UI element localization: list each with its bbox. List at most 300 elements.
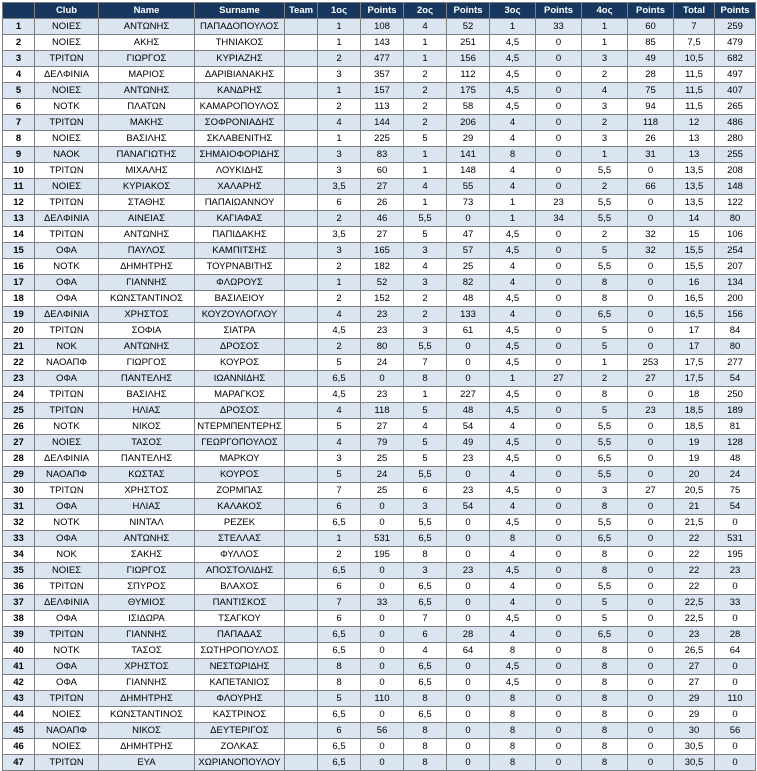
table-cell: ΤΟΥΡΝΑΒΙΤΗΣ: [195, 259, 285, 275]
table-cell: [285, 515, 318, 531]
table-cell: ΤΣΑΓΚΟΥ: [195, 611, 285, 627]
table-cell: ΚΑΜΑΡΟΠΟΥΛΟΣ: [195, 99, 285, 115]
table-cell: ΝΙΚΟΣ: [99, 723, 195, 739]
table-cell: 4,5: [490, 451, 536, 467]
table-cell: 8: [582, 291, 628, 307]
table-cell: 0: [628, 467, 674, 483]
table-cell: 8: [582, 387, 628, 403]
table-cell: 0: [447, 707, 490, 723]
table-cell: 8: [318, 659, 361, 675]
table-cell: 8: [582, 723, 628, 739]
table-cell: 407: [715, 83, 756, 99]
table-cell: ΝΟΙΕΣ: [35, 563, 99, 579]
table-cell: 11,5: [674, 83, 715, 99]
table-cell: ΑΙΝΕΙΑΣ: [99, 211, 195, 227]
table-cell: 12: [674, 115, 715, 131]
table-row: [3, 467, 756, 483]
rank-cell: 38: [3, 611, 35, 627]
table-cell: 5,5: [582, 419, 628, 435]
table-cell: 0: [361, 755, 404, 771]
table-cell: 21: [674, 499, 715, 515]
table-cell: 2: [404, 67, 447, 83]
table-cell: 23: [628, 403, 674, 419]
table-cell: 6,5: [582, 627, 628, 643]
table-cell: 75: [715, 483, 756, 499]
table-cell: 6,5: [318, 563, 361, 579]
table-cell: 253: [628, 355, 674, 371]
table-cell: 118: [361, 403, 404, 419]
table-cell: ΤΡΙΤΩΝ: [35, 691, 99, 707]
rank-cell: 13: [3, 211, 35, 227]
table-cell: 47: [447, 227, 490, 243]
table-cell: 0: [536, 67, 582, 83]
rank-cell: 29: [3, 467, 35, 483]
table-cell: 2: [582, 227, 628, 243]
table-cell: ΤΡΙΤΩΝ: [35, 387, 99, 403]
table-cell: ΝΑΟΚ: [35, 147, 99, 163]
table-cell: 80: [361, 339, 404, 355]
table-cell: 2: [318, 211, 361, 227]
table-cell: 80: [715, 339, 756, 355]
table-cell: 0: [447, 371, 490, 387]
table-cell: ΟΦΑ: [35, 611, 99, 627]
table-cell: 28: [628, 67, 674, 83]
table-cell: ΑΝΤΩΝΗΣ: [99, 83, 195, 99]
table-cell: 16,5: [674, 291, 715, 307]
table-cell: 0: [536, 595, 582, 611]
table-cell: [285, 67, 318, 83]
table-cell: 1: [490, 211, 536, 227]
table-cell: 0: [536, 627, 582, 643]
table-cell: 3: [582, 51, 628, 67]
table-cell: ΠΑΠΙΔΑΚΗΣ: [195, 227, 285, 243]
table-cell: 28: [447, 627, 490, 643]
table-cell: 6,5: [404, 707, 447, 723]
table-cell: 0: [628, 291, 674, 307]
table-cell: 156: [715, 307, 756, 323]
table-cell: [285, 659, 318, 675]
table-cell: ΝΙΚΟΣ: [99, 419, 195, 435]
table-cell: 6,5: [318, 643, 361, 659]
table-cell: 0: [447, 211, 490, 227]
table-cell: 207: [715, 259, 756, 275]
table-cell: ΝΙΝΤΑΛ: [99, 515, 195, 531]
rank-cell: 20: [3, 323, 35, 339]
table-cell: 4,5: [318, 387, 361, 403]
table-cell: 1: [404, 195, 447, 211]
table-cell: ΑΝΤΩΝΗΣ: [99, 531, 195, 547]
table-cell: 27: [674, 675, 715, 691]
table-cell: 5: [582, 611, 628, 627]
table-cell: 6,5: [404, 675, 447, 691]
table-cell: 3: [318, 67, 361, 83]
table-cell: ΤΡΙΤΩΝ: [35, 403, 99, 419]
table-cell: 8: [582, 691, 628, 707]
table-cell: ΤΡΙΤΩΝ: [35, 483, 99, 499]
table-cell: 0: [715, 579, 756, 595]
table-cell: 23: [674, 627, 715, 643]
table-cell: ΦΥΛΛΟΣ: [195, 547, 285, 563]
table-cell: [285, 355, 318, 371]
table-cell: [285, 739, 318, 755]
table-cell: ΝΟΤΚ: [35, 99, 99, 115]
table-cell: 0: [715, 659, 756, 675]
table-cell: ΚΥΡΙΑΖΗΣ: [195, 51, 285, 67]
table-cell: 8: [490, 531, 536, 547]
table-cell: ΝΟΙΕΣ: [35, 179, 99, 195]
table-cell: 0: [628, 275, 674, 291]
table-cell: 0: [628, 515, 674, 531]
table-cell: ΤΡΙΤΩΝ: [35, 51, 99, 67]
table-cell: ΤΑΣΟΣ: [99, 435, 195, 451]
table-cell: 0: [447, 659, 490, 675]
table-cell: 79: [361, 435, 404, 451]
table-cell: [285, 451, 318, 467]
table-cell: 0: [447, 691, 490, 707]
table-cell: 30,5: [674, 739, 715, 755]
table-cell: 84: [715, 323, 756, 339]
table-cell: 0: [536, 755, 582, 771]
table-cell: 6,5: [404, 531, 447, 547]
table-cell: [285, 291, 318, 307]
table-cell: 0: [361, 515, 404, 531]
table-row: [3, 195, 756, 211]
table-cell: [285, 643, 318, 659]
table-cell: 6: [318, 611, 361, 627]
table-cell: 110: [715, 691, 756, 707]
table-cell: 27: [674, 659, 715, 675]
table-cell: 0: [536, 435, 582, 451]
table-cell: 8: [582, 643, 628, 659]
table-cell: 2: [318, 259, 361, 275]
table-cell: 1: [404, 163, 447, 179]
table-cell: 175: [447, 83, 490, 99]
table-cell: 26: [361, 195, 404, 211]
table-cell: 0: [715, 739, 756, 755]
table-cell: 0: [536, 483, 582, 499]
table-cell: ΔΕΛΦΙΝΙΑ: [35, 211, 99, 227]
table-cell: 134: [715, 275, 756, 291]
table-cell: 0: [536, 163, 582, 179]
rank-cell: 43: [3, 691, 35, 707]
table-cell: ΤΡΙΤΩΝ: [35, 627, 99, 643]
table-cell: 8: [404, 755, 447, 771]
table-cell: 195: [361, 547, 404, 563]
table-cell: 19: [674, 451, 715, 467]
table-cell: 26: [628, 131, 674, 147]
table-cell: 0: [536, 275, 582, 291]
table-cell: 4,5: [490, 51, 536, 67]
table-cell: 0: [628, 323, 674, 339]
table-cell: 357: [361, 67, 404, 83]
table-cell: 8: [404, 723, 447, 739]
table-cell: ΑΝΤΩΝΗΣ: [99, 227, 195, 243]
rank-cell: 37: [3, 595, 35, 611]
table-cell: 14: [674, 211, 715, 227]
table-row: [3, 611, 756, 627]
table-row: [3, 595, 756, 611]
table-cell: 118: [628, 115, 674, 131]
table-cell: ΝΑΟΑΠΦ: [35, 467, 99, 483]
table-cell: 4,5: [490, 227, 536, 243]
table-cell: 5: [582, 595, 628, 611]
table-cell: 4: [490, 163, 536, 179]
table-cell: 0: [361, 611, 404, 627]
table-cell: ΔΡΟΣΟΣ: [195, 403, 285, 419]
table-row: [3, 115, 756, 131]
table-cell: 3: [404, 563, 447, 579]
table-cell: 6,5: [318, 371, 361, 387]
table-cell: 4,5: [490, 291, 536, 307]
rank-cell: 27: [3, 435, 35, 451]
table-cell: 13,5: [674, 179, 715, 195]
table-cell: 3: [404, 323, 447, 339]
table-cell: 200: [715, 291, 756, 307]
table-cell: 55: [447, 179, 490, 195]
table-cell: ΚΑΠΕΤΑΝΙΟΣ: [195, 675, 285, 691]
table-cell: 61: [447, 323, 490, 339]
table-cell: 4: [490, 115, 536, 131]
rank-cell: 1: [3, 19, 35, 35]
table-cell: [285, 99, 318, 115]
column-header: Points: [628, 3, 674, 19]
table-cell: 5: [404, 451, 447, 467]
table-cell: 49: [628, 51, 674, 67]
table-cell: 0: [715, 675, 756, 691]
results-table: [2, 2, 756, 771]
table-cell: 182: [361, 259, 404, 275]
rank-cell: 6: [3, 99, 35, 115]
table-row: [3, 371, 756, 387]
table-cell: 73: [447, 195, 490, 211]
table-row: [3, 307, 756, 323]
table-cell: 1: [318, 531, 361, 547]
table-cell: ΔΗΜΗΤΡΗΣ: [99, 259, 195, 275]
table-cell: 83: [361, 147, 404, 163]
table-cell: 0: [628, 387, 674, 403]
table-cell: ΠΑΝΤΕΛΗΣ: [99, 371, 195, 387]
table-cell: 6,5: [582, 531, 628, 547]
table-cell: 8: [404, 739, 447, 755]
table-row: [3, 403, 756, 419]
table-cell: 13,5: [674, 163, 715, 179]
table-cell: ΜΙΧΑΛΗΣ: [99, 163, 195, 179]
table-cell: 8: [490, 755, 536, 771]
table-cell: ΚΑΣΤΡΙΝΟΣ: [195, 707, 285, 723]
table-cell: 33: [361, 595, 404, 611]
table-cell: ΠΑΝΑΓΙΩΤΗΣ: [99, 147, 195, 163]
table-cell: 1: [404, 51, 447, 67]
table-cell: 4,5: [318, 323, 361, 339]
table-cell: 22: [674, 531, 715, 547]
table-cell: 531: [715, 531, 756, 547]
table-cell: 5: [404, 403, 447, 419]
table-cell: [285, 259, 318, 275]
table-cell: 6,5: [404, 579, 447, 595]
rank-cell: 26: [3, 419, 35, 435]
table-cell: 15: [674, 227, 715, 243]
table-cell: ΤΗΝΙΑΚΟΣ: [195, 35, 285, 51]
table-cell: 11,5: [674, 67, 715, 83]
table-cell: 0: [536, 259, 582, 275]
table-cell: 7: [318, 595, 361, 611]
table-cell: 0: [536, 179, 582, 195]
table-cell: 254: [715, 243, 756, 259]
table-cell: 0: [447, 595, 490, 611]
rank-cell: 11: [3, 179, 35, 195]
table-cell: 27: [361, 227, 404, 243]
table-cell: ΣΑΚΗΣ: [99, 547, 195, 563]
table-cell: 0: [628, 339, 674, 355]
table-cell: ΧΡΗΣΤΟΣ: [99, 659, 195, 675]
table-cell: ΝΤΕΡΜΠΕΝΤΕΡΗΣ: [195, 419, 285, 435]
column-header: Points: [715, 3, 756, 19]
table-cell: 0: [447, 467, 490, 483]
table-cell: 0: [536, 467, 582, 483]
table-row: [3, 435, 756, 451]
table-cell: 0: [536, 499, 582, 515]
table-cell: 0: [628, 723, 674, 739]
table-cell: 23: [447, 563, 490, 579]
table-cell: 108: [361, 19, 404, 35]
table-row: [3, 739, 756, 755]
table-cell: 0: [447, 531, 490, 547]
table-cell: 682: [715, 51, 756, 67]
table-cell: ΦΛΟΥΡΗΣ: [195, 691, 285, 707]
table-cell: ΓΕΩΡΓΟΠΟΥΛΟΣ: [195, 435, 285, 451]
rank-cell: 35: [3, 563, 35, 579]
table-cell: ΑΠΟΣΤΟΛΙΔΗΣ: [195, 563, 285, 579]
table-cell: [285, 211, 318, 227]
table-cell: 17,5: [674, 355, 715, 371]
table-cell: 4: [490, 595, 536, 611]
table-row: [3, 179, 756, 195]
table-cell: 56: [361, 723, 404, 739]
table-cell: 0: [361, 659, 404, 675]
table-cell: 0: [536, 227, 582, 243]
table-cell: 56: [715, 723, 756, 739]
rank-cell: 31: [3, 499, 35, 515]
table-cell: 0: [536, 83, 582, 99]
table-cell: 2: [318, 547, 361, 563]
table-cell: 5,5: [582, 259, 628, 275]
table-cell: ΝΟΙΕΣ: [35, 83, 99, 99]
table-cell: ΙΣΙΔΩΡΑ: [99, 611, 195, 627]
table-cell: 165: [361, 243, 404, 259]
table-cell: ΝΟΤΚ: [35, 515, 99, 531]
table-cell: [285, 755, 318, 771]
table-cell: 4,5: [490, 515, 536, 531]
table-cell: 10,5: [674, 51, 715, 67]
table-cell: ΓΙΑΝΝΗΣ: [99, 627, 195, 643]
table-cell: 0: [536, 723, 582, 739]
column-header: Club: [35, 3, 99, 19]
table-cell: ΤΡΙΤΩΝ: [35, 227, 99, 243]
column-header: Team: [285, 3, 318, 19]
table-cell: ΝΕΣΤΩΡΙΔΗΣ: [195, 659, 285, 675]
table-cell: 4,5: [490, 323, 536, 339]
table-cell: 251: [447, 35, 490, 51]
table-cell: 75: [628, 83, 674, 99]
table-cell: 8: [490, 707, 536, 723]
table-cell: 4: [318, 435, 361, 451]
table-cell: 23: [361, 323, 404, 339]
table-cell: ΔΕΥΤΕΡΙΓΟΣ: [195, 723, 285, 739]
table-cell: 8: [582, 275, 628, 291]
table-cell: 11,5: [674, 99, 715, 115]
table-cell: ΝΟΙΕΣ: [35, 739, 99, 755]
table-cell: ΑΚΗΣ: [99, 35, 195, 51]
table-cell: 0: [628, 307, 674, 323]
table-row: [3, 355, 756, 371]
table-cell: 27: [628, 371, 674, 387]
table-cell: [285, 19, 318, 35]
table-cell: ΝΟΙΕΣ: [35, 131, 99, 147]
table-cell: 24: [361, 467, 404, 483]
table-cell: 227: [447, 387, 490, 403]
table-row: [3, 675, 756, 691]
table-cell: 0: [447, 755, 490, 771]
table-cell: 0: [536, 323, 582, 339]
table-cell: ΝΟΚ: [35, 547, 99, 563]
table-cell: 2: [582, 67, 628, 83]
table-cell: 8: [404, 371, 447, 387]
table-cell: ΝΟΤΚ: [35, 643, 99, 659]
table-cell: 5,5: [404, 467, 447, 483]
table-cell: 0: [628, 627, 674, 643]
table-cell: ΟΦΑ: [35, 659, 99, 675]
table-cell: 0: [628, 563, 674, 579]
table-cell: ΚΩΝΣΤΑΝΤΙΝΟΣ: [99, 291, 195, 307]
table-cell: 28: [715, 627, 756, 643]
table-cell: 2: [318, 291, 361, 307]
table-row: [3, 643, 756, 659]
table-cell: 16: [674, 275, 715, 291]
table-row: [3, 147, 756, 163]
table-cell: 21,5: [674, 515, 715, 531]
table-cell: 54: [715, 499, 756, 515]
table-cell: 20,5: [674, 483, 715, 499]
table-cell: 17,5: [674, 371, 715, 387]
table-row: [3, 35, 756, 51]
table-cell: [285, 611, 318, 627]
table-cell: 4,5: [490, 35, 536, 51]
table-cell: 5: [404, 435, 447, 451]
rank-cell: 42: [3, 675, 35, 691]
table-cell: 4: [490, 275, 536, 291]
table-cell: 8: [582, 707, 628, 723]
table-cell: 23: [536, 195, 582, 211]
table-cell: 208: [715, 163, 756, 179]
table-cell: [285, 627, 318, 643]
column-header: Points: [447, 3, 490, 19]
table-cell: 2: [404, 307, 447, 323]
table-cell: 5: [582, 243, 628, 259]
table-cell: ΤΡΙΤΩΝ: [35, 195, 99, 211]
table-cell: 7: [404, 355, 447, 371]
table-cell: ΟΦΑ: [35, 675, 99, 691]
table-cell: ΔΗΜΗΤΡΗΣ: [99, 691, 195, 707]
table-cell: ΝΑΟΑΠΦ: [35, 355, 99, 371]
table-cell: 27: [361, 419, 404, 435]
table-cell: ΓΙΩΡΓΟΣ: [99, 563, 195, 579]
table-cell: 54: [715, 371, 756, 387]
rank-cell: 23: [3, 371, 35, 387]
table-cell: 0: [715, 755, 756, 771]
table-cell: 113: [361, 99, 404, 115]
table-cell: ΔΑΡΙΒΙΑΝΑΚΗΣ: [195, 67, 285, 83]
table-cell: ΓΙΑΝΝΗΣ: [99, 675, 195, 691]
